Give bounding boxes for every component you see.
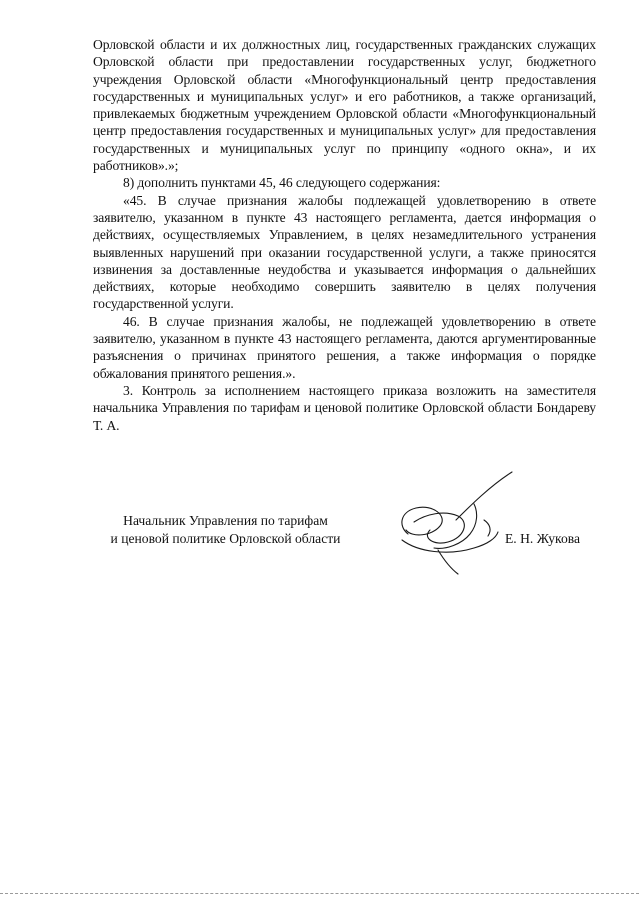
continuation-paragraph: Орловской области и их должностных лиц, государственных гражданских служащих Орловской области при предоставлении государственных услуг, бюджетного учреждения Орловской области «Многофункциональный центр предоставления государственных и муниципальных услуг» и его работников, а также организаций, привлекаемых бюджетным учреждением Орловской области «Многофункциональный центр предоставления государственных и муниципальных услуг» для предоставления государственных и муниципальных услуг по принципу «одного окна», и их работников».»; [93,37,596,174]
signatory-title-line2: и ценовой политике Орловской области [110,530,341,546]
handwritten-signature [378,464,528,584]
signatory-title-line1: Начальник Управления по тарифам [123,513,328,528]
signature-block [0,500,639,600]
signatory-name: Е. Н. Жукова [505,531,581,546]
point-45: «45. В случае признания жалобы подлежащей удовлетворению в ответе заявителю, указанном в пункте 43 настоящего регламента, дается информация о действиях, осуществляемых Управлением, в целях незамедлительного устранения выявленных нарушений при оказании государственной услуги, а также приносятся извинения за доставленные неудобства и указывается информация о дальнейших действиях, которые необходимо совершить заявителю в целях получения государственной услуги. [93,192,596,312]
signatory-title [93,512,358,547]
scan-edge-line [0,893,639,894]
point-46: 46. В случае признания жалобы, не подлежащей удовлетворению в ответе заявителю, указанном в пункте 43 настоящего регламента, даются аргументированные разъяснения о причинах принятого решения, а также информация о порядке обжалования принятого решения.». [93,313,596,381]
document-body [93,36,596,434]
item-8: 8) дополнить пунктами 45, 46 следующего содержания: [123,175,441,191]
item-3: 3. Контроль за исполнением настоящего приказа возложить на заместителя начальника Управления по тарифам и ценовой политике Орловской области Бондареву Т. А. [93,382,596,433]
